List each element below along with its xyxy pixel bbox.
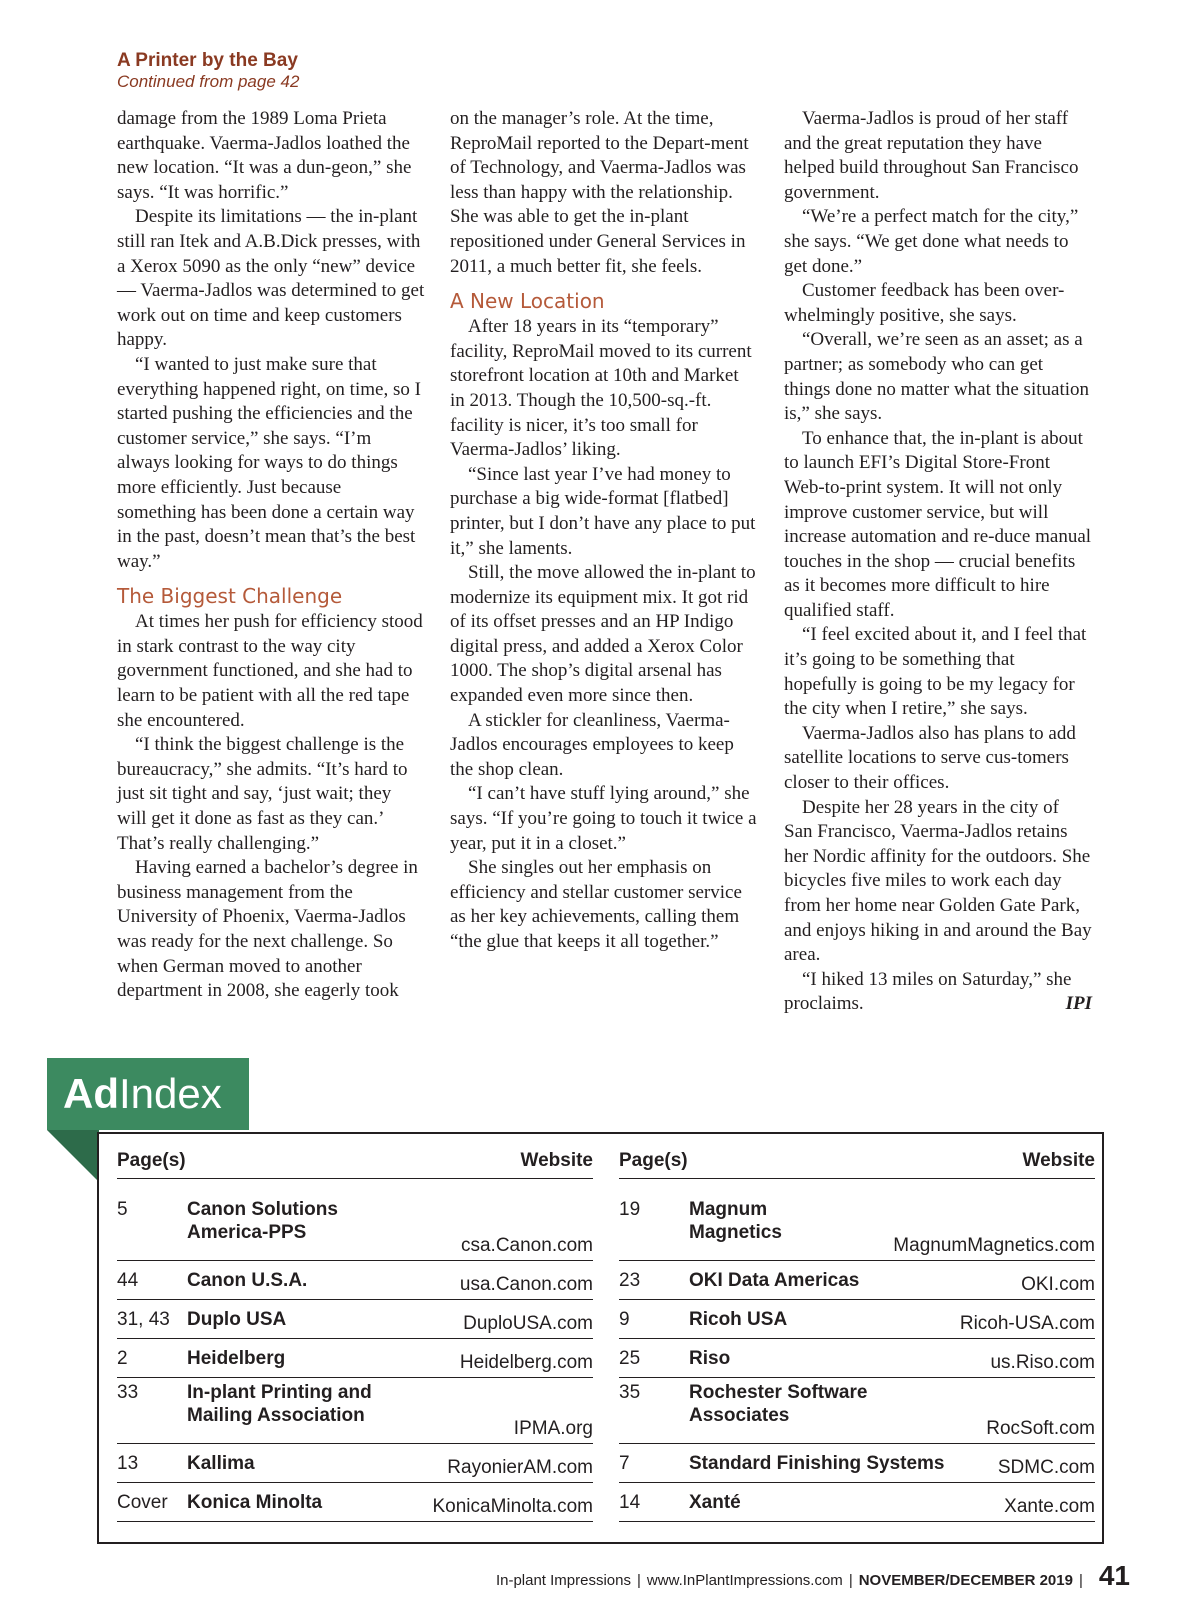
page-footer	[496, 1561, 1130, 1596]
paragraph: To enhance that, the in-plant is about to launch EFI’s Digital Store-Front Web-to-print system. It will not only improve customer service, but will increase automation and re-duce manual touches in the shop — crucial benefits as it becomes more difficult to hire qualified staff.	[784, 427, 1092, 621]
advertiser-website: DuploUSA.com	[463, 1313, 593, 1334]
advertiser-name: Duplo USA	[187, 1309, 287, 1330]
ad-index-right-column	[619, 1144, 1095, 1522]
footer-separator: |	[848, 1572, 853, 1589]
advertiser-website: OKI.com	[1021, 1274, 1095, 1295]
ad-index-row	[117, 1261, 593, 1300]
ad-index-row	[619, 1261, 1095, 1300]
ad-index-row	[619, 1444, 1095, 1483]
ad-index-tab-regular: Index	[119, 1070, 222, 1117]
advertiser-website: MagnumMagnetics.com	[893, 1235, 1095, 1256]
advertiser-website: Ricoh-USA.com	[959, 1313, 1095, 1334]
ad-page: 5	[117, 1199, 128, 1220]
issue-date: NOVEMBER/DECEMBER 2019	[858, 1572, 1073, 1589]
ad-index-header	[117, 1144, 593, 1179]
advertiser-website: Heidelberg.com	[459, 1352, 593, 1373]
advertiser-name-line1: Canon Solutions	[187, 1199, 338, 1220]
ad-page: 2	[117, 1348, 128, 1369]
ad-index-row	[117, 1195, 593, 1261]
advertiser-name: Xanté	[689, 1492, 741, 1513]
ad-page: 44	[117, 1270, 139, 1291]
ad-index-row	[619, 1339, 1095, 1378]
page-number: 41	[1098, 1560, 1130, 1591]
advertiser-website: RayonierAM.com	[447, 1457, 593, 1478]
pages-header: Page(s)	[117, 1150, 186, 1171]
paragraph: Despite her 28 years in the city of San Francisco, Vaerma-Jadlos retains her Nordic affinity for the outdoors. She bicycles five miles to work each day from her home near Golden Gate Park, and enjoys hiking in and around the Bay area.	[784, 796, 1092, 966]
paragraph: “I feel excited about it, and I feel that it’s going to be something that hopefully is going to be my legacy for the city when I retire,” she says.	[784, 624, 1087, 720]
paragraph: “We’re a perfect match for the city,” she says. “We get done what needs to get done.”	[784, 206, 1079, 277]
ad-page: 25	[619, 1348, 641, 1369]
footer-separator: |	[637, 1572, 641, 1589]
article-column-1	[117, 107, 425, 1004]
ad-page: 23	[619, 1270, 641, 1291]
website-header: Website	[1022, 1150, 1095, 1171]
ad-index-row	[619, 1483, 1095, 1522]
ad-index-tab-bold: Ad	[63, 1070, 119, 1117]
ad-page: 31, 43	[117, 1309, 170, 1330]
advertiser-name: Heidelberg	[187, 1348, 286, 1369]
ad-page: 7	[619, 1453, 630, 1474]
advertiser-website: RocSoft.com	[986, 1418, 1095, 1439]
ad-index-header	[619, 1144, 1095, 1179]
publication-name: In-plant Impressions	[495, 1572, 631, 1589]
ad-index-row	[117, 1378, 593, 1444]
advertiser-website: usa.Canon.com	[459, 1274, 593, 1295]
advertiser-website: Xante.com	[1004, 1496, 1095, 1517]
advertiser-name	[689, 1378, 986, 1427]
paragraph: Despite its limitations — the in-plant still ran Itek and A.B.Dick presses, with a Xerox 5090 as the only “new” device — Vaerma-Jadlos was determined to get work out on time and keep customers happy.	[117, 206, 425, 351]
ad-page: 9	[619, 1309, 630, 1330]
paragraph: “I wanted to just make sure that everything happened right, on time, so I started pushing the efficiencies and the customer service,” she says. “I’m always looking for ways to do things more efficiently. Just because something has been done a certain way in the past, doesn’t mean that’s the best way.”	[117, 353, 421, 572]
paragraph: At times her push for efficiency stood in stark contrast to the way city government functioned, and she had to learn to be patient with all the red tape she encountered.	[117, 611, 423, 731]
ad-index-tab-fold	[47, 1130, 99, 1182]
continued-note: Continued from page 42	[117, 72, 300, 91]
ad-index-row	[117, 1444, 593, 1483]
ad-index-row	[619, 1300, 1095, 1339]
closing-quote: “I hiked 13 miles on Saturday,” she proclaims.	[784, 968, 1072, 1015]
advertiser-name: Ricoh USA	[689, 1309, 788, 1330]
advertiser-website: csa.Canon.com	[460, 1235, 593, 1256]
advertiser-name	[187, 1195, 461, 1244]
paragraph	[784, 968, 1092, 1017]
paragraph: Having earned a bachelor’s degree in business management from the University of Phoenix, Vaerma-Jadlos was ready for the next challenge. So when German moved to another department in 2008, she eagerly took	[117, 857, 418, 1002]
advertiser-website: KonicaMinolta.com	[432, 1496, 593, 1517]
article-column-3	[784, 107, 1092, 1017]
advertiser-website: us.Riso.com	[990, 1352, 1095, 1373]
ad-index-table	[97, 1132, 1104, 1544]
signoff-mark: IPI	[1065, 993, 1092, 1015]
paragraph: on the manager’s role. At the time, ReproMail reported to the Depart-ment of Technology, and Vaerma-Jadlos was less than happy with the relationship. She was able to get the in-plant repositioned under General Services in 2011, a much better fit, she feels.	[450, 108, 749, 277]
ad-page: 14	[619, 1492, 641, 1513]
article-header	[117, 50, 299, 92]
ad-index-row	[619, 1378, 1095, 1444]
ad-index-tab	[47, 1058, 249, 1130]
paragraph: A stickler for cleanliness, Vaerma-Jadlos encourages employees to keep the shop clean.	[450, 709, 734, 780]
advertiser-name-line2: Mailing Association	[187, 1405, 365, 1426]
ad-index-row	[117, 1300, 593, 1339]
ad-index-left-column	[117, 1144, 593, 1522]
advertiser-name-line2: Associates	[689, 1405, 790, 1426]
advertiser-name-line2: America-PPS	[187, 1222, 307, 1243]
paragraph: Customer feedback has been over-whelmingly positive, she says.	[784, 280, 1065, 326]
ad-page: 33	[117, 1382, 139, 1403]
article-title: A Printer by the Bay	[117, 50, 298, 71]
advertiser-name	[689, 1195, 893, 1244]
paragraph: Still, the move allowed the in-plant to modernize its equipment mix. It got rid of its offset presses and an HP Indigo digital press, and added a Xerox Color 1000. The shop’s digital arsenal has expanded even more since then.	[450, 562, 756, 707]
advertiser-name: Canon U.S.A.	[187, 1270, 308, 1291]
advertiser-name-line1: In-plant Printing and	[187, 1382, 372, 1403]
paragraph: “I think the biggest challenge is the bureaucracy,” she admits. “It’s hard to just sit tight and say, ‘just wait; they will get it done as fast as they can.’ That’s really challenging.”	[117, 734, 408, 854]
advertiser-name: Konica Minolta	[187, 1492, 323, 1513]
paragraph: “Overall, we’re seen as an asset; as a partner; as somebody who can get things done no matter what the situation is,” she says.	[784, 329, 1090, 425]
ad-page: 35	[619, 1382, 641, 1403]
advertiser-name	[187, 1378, 514, 1427]
advertiser-name: OKI Data Americas	[689, 1270, 860, 1291]
advertiser-name-line1: Magnum	[689, 1199, 768, 1220]
paragraph: damage from the 1989 Loma Prieta earthquake. Vaerma-Jadlos loathed the new location. “It was a dun-geon,” she says. “It was horrific.”	[117, 108, 412, 203]
section-heading: The Biggest Challenge	[117, 584, 343, 609]
advertiser-name: Kallima	[187, 1453, 255, 1474]
advertiser-website: IPMA.org	[513, 1418, 593, 1439]
paragraph: “Since last year I’ve had money to purchase a big wide-format [flatbed] printer, but I don’t have any place to put it,” she laments.	[450, 463, 756, 559]
paragraph: She singles out her emphasis on efficiency and stellar customer service as her key achievements, calling them “the glue that keeps it all together.”	[450, 857, 742, 952]
publication-url: www.InPlantImpressions.com	[646, 1572, 843, 1589]
footer-separator: |	[1078, 1572, 1083, 1589]
advertiser-name-line1: Rochester Software	[689, 1382, 868, 1403]
section-heading: A New Location	[450, 289, 605, 314]
ad-page: 13	[117, 1453, 139, 1474]
paragraph: “I can’t have stuff lying around,” she says. “If you’re going to touch it twice a year, put it in a closet.”	[450, 783, 757, 854]
pages-header: Page(s)	[619, 1150, 688, 1171]
paragraph: Vaerma-Jadlos is proud of her staff and the great reputation they have helped build throughout San Francisco government.	[784, 108, 1079, 203]
ad-page: 19	[619, 1199, 641, 1220]
advertiser-website: SDMC.com	[997, 1457, 1095, 1478]
ad-index-row	[619, 1195, 1095, 1261]
article-column-2	[450, 107, 758, 955]
website-header: Website	[520, 1150, 593, 1171]
advertiser-name-line2: Magnetics	[689, 1222, 782, 1243]
advertiser-name: Riso	[689, 1348, 731, 1369]
ad-index-row	[117, 1483, 593, 1522]
paragraph: After 18 years in its “temporary” facility, ReproMail moved to its current storefront location at 10th and Market in 2013. Though the 10,500-sq.-ft. facility is nicer, it’s too small for Vaerma-Jadlos’ liking.	[450, 316, 752, 461]
ad-index-row	[117, 1339, 593, 1378]
advertiser-name: Standard Finishing Systems	[689, 1453, 945, 1474]
ad-page: Cover	[117, 1492, 168, 1513]
paragraph: Vaerma-Jadlos also has plans to add satellite locations to serve cus-tomers closer to their offices.	[784, 722, 1076, 794]
